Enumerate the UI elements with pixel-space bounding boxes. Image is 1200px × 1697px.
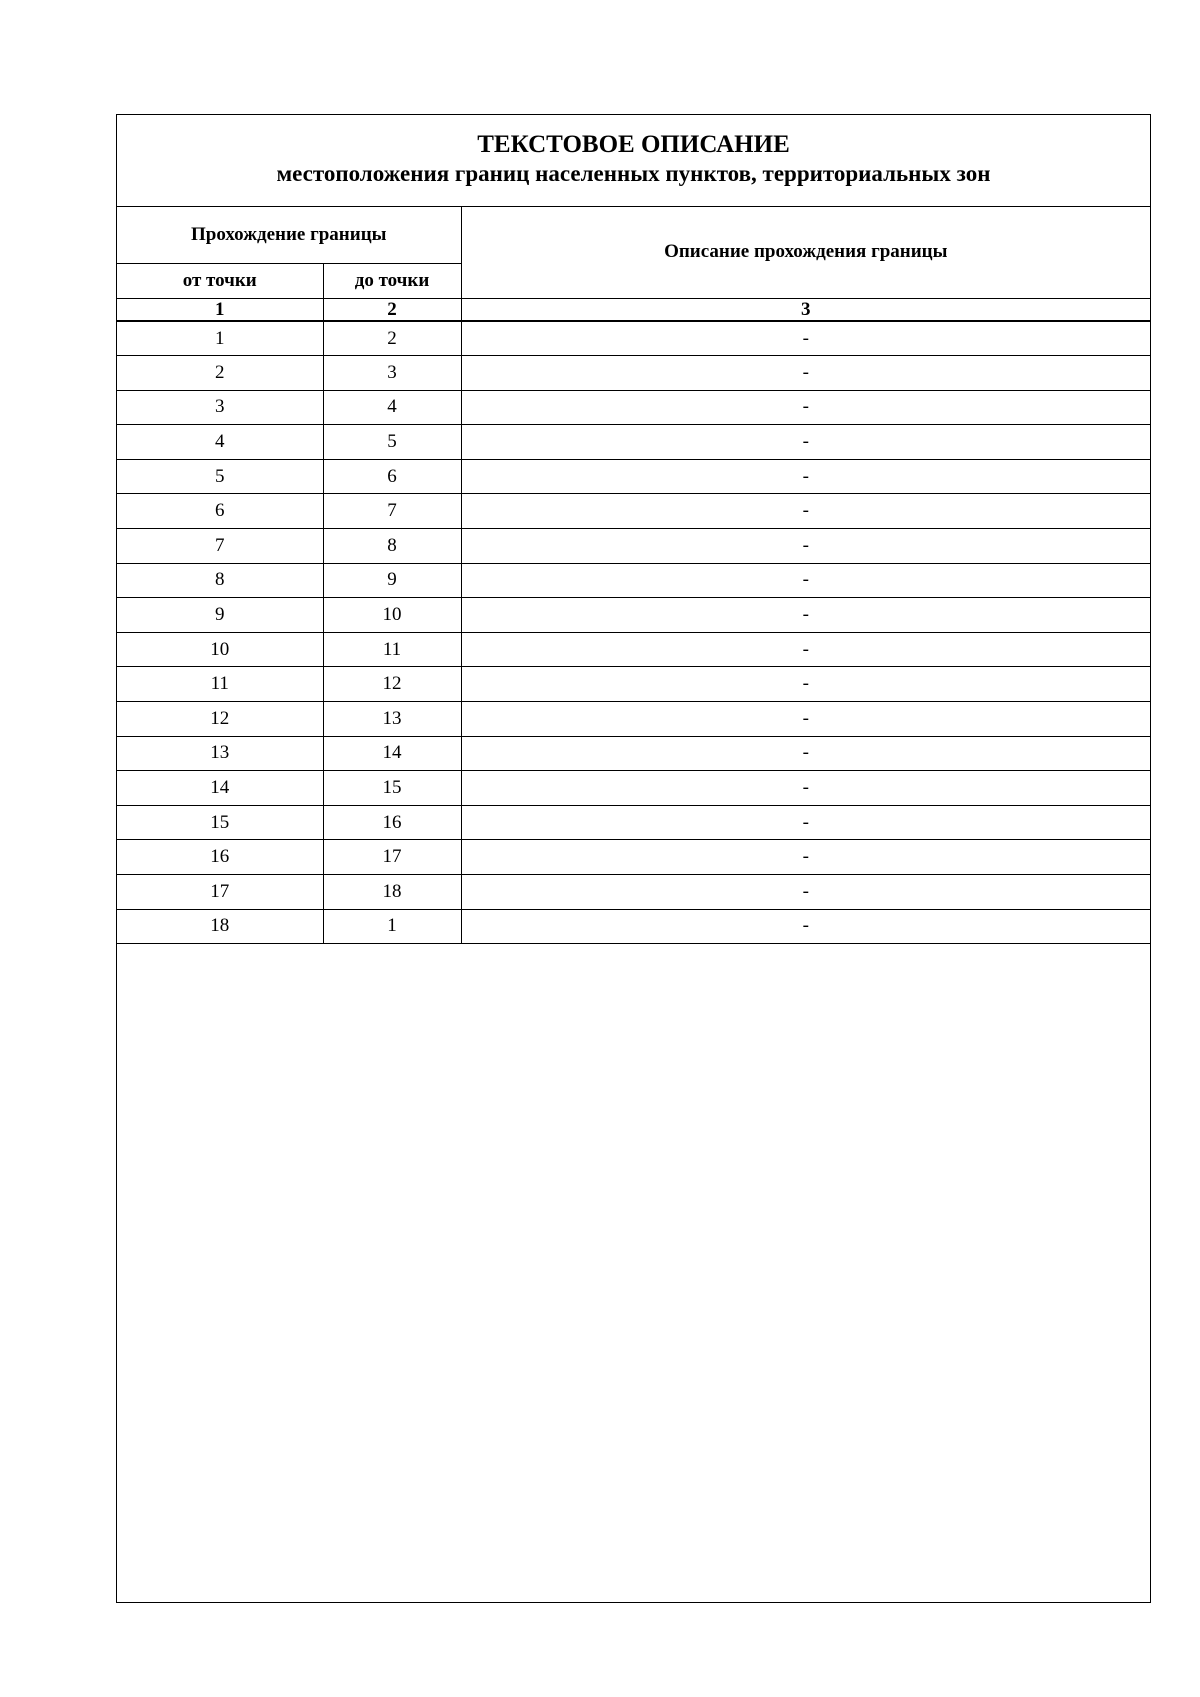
cell-from-point: 2 <box>117 356 323 391</box>
cell-description: - <box>461 529 1150 564</box>
cell-to-point: 3 <box>323 356 461 391</box>
cell-from-point: 14 <box>117 771 323 806</box>
cell-from-point: 6 <box>117 494 323 529</box>
cell-description: - <box>461 840 1150 875</box>
cell-to-point: 10 <box>323 598 461 633</box>
table-row <box>117 598 1150 633</box>
table-body <box>117 321 1150 944</box>
column-number-3: 3 <box>461 298 1150 321</box>
table-row <box>117 321 1150 356</box>
table-row <box>117 805 1150 840</box>
table-row <box>117 702 1150 737</box>
cell-to-point: 4 <box>323 390 461 425</box>
cell-to-point: 8 <box>323 529 461 564</box>
header-boundary-passage: Прохождение границы <box>117 207 461 263</box>
cell-description: - <box>461 356 1150 391</box>
cell-from-point: 17 <box>117 875 323 910</box>
cell-to-point: 14 <box>323 736 461 771</box>
cell-from-point: 1 <box>117 321 323 356</box>
cell-description: - <box>461 805 1150 840</box>
table-row <box>117 563 1150 598</box>
cell-to-point: 15 <box>323 771 461 806</box>
cell-to-point: 13 <box>323 702 461 737</box>
header-description: Описание прохождения границы <box>461 207 1150 298</box>
cell-to-point: 7 <box>323 494 461 529</box>
boundary-table <box>117 207 1150 944</box>
cell-to-point: 5 <box>323 425 461 460</box>
cell-from-point: 16 <box>117 840 323 875</box>
cell-description: - <box>461 321 1150 356</box>
table-row <box>117 632 1150 667</box>
table-row <box>117 875 1150 910</box>
cell-from-point: 10 <box>117 632 323 667</box>
cell-from-point: 18 <box>117 909 323 944</box>
cell-to-point: 11 <box>323 632 461 667</box>
cell-description: - <box>461 390 1150 425</box>
cell-from-point: 12 <box>117 702 323 737</box>
cell-to-point: 2 <box>323 321 461 356</box>
title-block <box>117 115 1150 207</box>
cell-from-point: 8 <box>117 563 323 598</box>
cell-description: - <box>461 459 1150 494</box>
table-row <box>117 425 1150 460</box>
document-frame <box>116 114 1151 1603</box>
cell-description: - <box>461 598 1150 633</box>
table-row <box>117 909 1150 944</box>
cell-description: - <box>461 736 1150 771</box>
cell-to-point: 18 <box>323 875 461 910</box>
cell-from-point: 13 <box>117 736 323 771</box>
table-row <box>117 529 1150 564</box>
cell-description: - <box>461 667 1150 702</box>
document-title: ТЕКСТОВОЕ ОПИСАНИЕ <box>477 131 790 158</box>
cell-to-point: 16 <box>323 805 461 840</box>
column-number-2: 2 <box>323 298 461 321</box>
table-row <box>117 459 1150 494</box>
cell-to-point: 9 <box>323 563 461 598</box>
column-number-1: 1 <box>117 298 323 321</box>
cell-from-point: 4 <box>117 425 323 460</box>
cell-from-point: 5 <box>117 459 323 494</box>
cell-from-point: 9 <box>117 598 323 633</box>
table-row <box>117 840 1150 875</box>
table-row <box>117 390 1150 425</box>
cell-description: - <box>461 702 1150 737</box>
table-row <box>117 736 1150 771</box>
cell-description: - <box>461 425 1150 460</box>
header-to-point: до точки <box>323 263 461 298</box>
cell-from-point: 15 <box>117 805 323 840</box>
cell-from-point: 3 <box>117 390 323 425</box>
table-row <box>117 494 1150 529</box>
cell-description: - <box>461 771 1150 806</box>
cell-description: - <box>461 875 1150 910</box>
header-from-point: от точки <box>117 263 323 298</box>
cell-to-point: 12 <box>323 667 461 702</box>
cell-to-point: 6 <box>323 459 461 494</box>
cell-from-point: 11 <box>117 667 323 702</box>
cell-description: - <box>461 632 1150 667</box>
cell-description: - <box>461 909 1150 944</box>
table-row <box>117 356 1150 391</box>
cell-description: - <box>461 494 1150 529</box>
cell-to-point: 1 <box>323 909 461 944</box>
cell-from-point: 7 <box>117 529 323 564</box>
cell-description: - <box>461 563 1150 598</box>
table-row <box>117 771 1150 806</box>
document-subtitle: местоположения границ населенных пунктов, территориальных зон <box>276 161 991 186</box>
cell-to-point: 17 <box>323 840 461 875</box>
table-row <box>117 667 1150 702</box>
